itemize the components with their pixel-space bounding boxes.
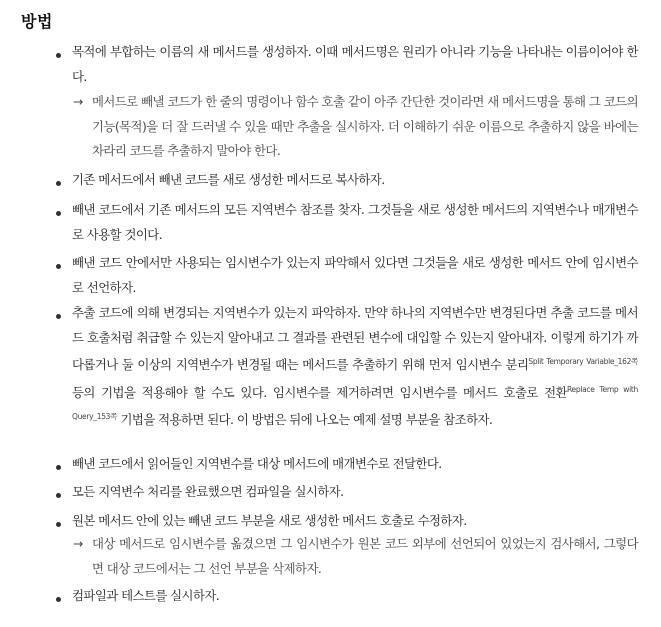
item-text-part: 등의 기법을 적용해야 할 수도 있다. 임시변수를 제거하려면 임시변수를 메서드 호출로 전환 [72,384,567,400]
bullet-icon [56,181,61,186]
sub-note-text: 메서드로 빼낼 코드가 한 줄의 명령이나 함수 호출 같이 아주 간단한 것이라면 새 메서드명을 통해 그 코드의 기능(목적)을 더 잘 드러낼 수 있을 때만 추출을 실시하자. 더 이해하기 쉬운 이름으로 추출하지 않을 바에는 차라리 코드를 추출하지 말아야 한다. [92,94,638,158]
bullet-icon [56,597,61,602]
arrow-icon: → [73,536,83,551]
item-text: 원본 메서드 안에 있는 빼낸 코드 부분을 새로 생성한 메서드 호출로 수정하자. [72,513,467,528]
item-text: 컴파일과 테스트를 실시하자. [72,588,220,603]
section-heading: 방법 [21,12,53,31]
bullet-icon [56,465,61,470]
item-text-part: 추출 코드에 의해 변경되는 지역변수가 있는지 파악하자. 만약 하나의 지역변수만 변경된다면 추출 코드를 메서드 호출처럼 취급할 수 있는지 알아내고 그 결과를 관련된 변수에 대입할 수 있는지 알아내자. 이렇게 하기가 까다롭거나 둘 이상의 지역변수가 변경될 때는 메서드를 추출하기 위해 먼저 임시변수 분리 [72,305,638,372]
bullet-icon [56,264,61,269]
item-text: 빼낸 코드 안에서만 사용되는 임시변수가 있는지 파악해서 있다면 그것들을 새로 생성한 메서드 안에 임시변수로 선언하자. [72,255,638,295]
item-text: 빼낸 코드에서 기존 메서드의 모든 지역변수 참조를 찾자. 그것들을 새로 생성한 메서드의 지역변수나 매개변수로 사용할 것이다. [72,202,638,242]
item-text: 목적에 부합하는 이름의 새 메서드를 생성하자. 이때 메서드명은 원리가 아니라 기능을 나타내는 이름이어야 한다. [72,44,638,84]
item-text-part: 기법을 적용하면 된다. 이 방법은 뒤에 나오는 예제 설명 부분을 참조하자. [117,412,493,427]
bullet-icon [56,493,61,498]
reference-note: Replace Temp with Query_153쪽 [72,384,638,421]
item-text: 빼낸 코드에서 읽어들인 지역변수를 대상 메서드에 매개변수로 전달한다. [72,456,442,471]
item-text: 기존 메서드에서 빼낸 코드를 새로 생성한 메서드로 복사하자. [72,172,385,187]
bullet-icon [56,211,61,216]
sub-note-text: 대상 메서드로 임시변수를 옮겼으면 그 임시변수가 원본 코드 외부에 선언되어 있었는지 검사해서, 그렇다면 대상 코드에서는 그 선언 부분을 삭제하자. [92,536,638,576]
arrow-icon: → [73,94,83,109]
item-text: 모든 지역변수 처리를 완료했으면 컴파일을 실시하자. [72,484,344,499]
bullet-icon [56,314,61,319]
reference-note: Split Temporary Variable_162쪽 [528,357,638,366]
bullet-icon [56,53,61,58]
item-text [72,301,638,433]
bullet-icon [56,522,61,527]
